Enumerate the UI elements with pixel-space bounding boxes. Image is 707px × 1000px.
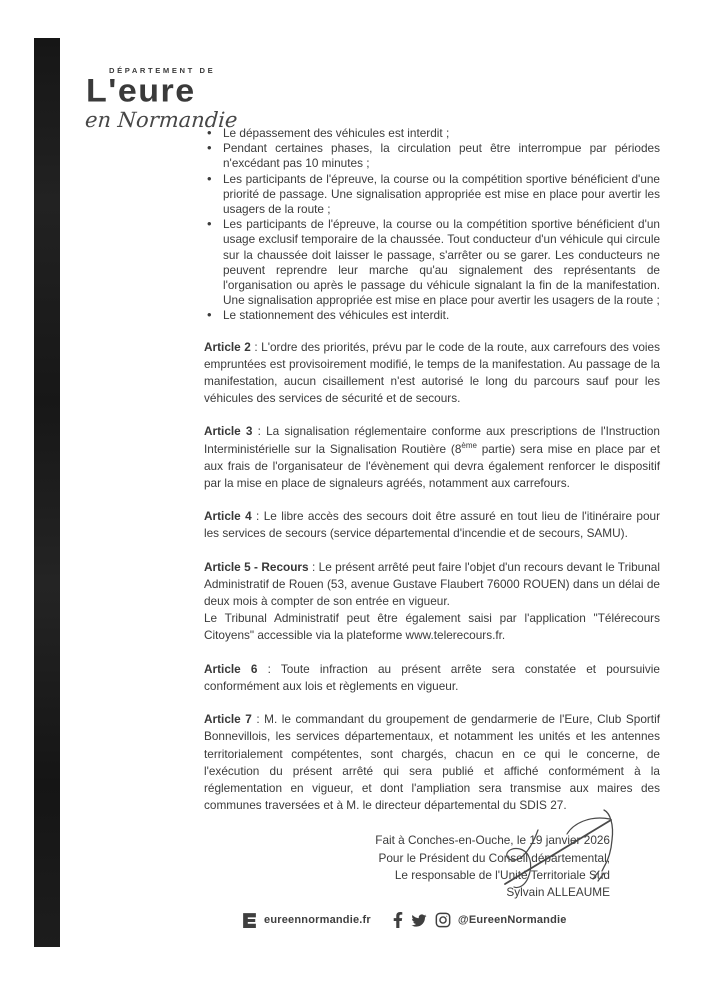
footer-website: eureennormandie.fr <box>264 914 371 926</box>
article-3-text: La signalisation réglementaire conforme aux prescriptions de l'Instruction Interministérielle sur la Signalisation Routière (8 <box>204 424 660 456</box>
article-7 <box>204 711 660 814</box>
article-2-label: Article 2 <box>204 339 251 354</box>
left-black-bar <box>34 38 60 947</box>
footer-social-bar <box>242 908 567 932</box>
twitter-icon <box>410 913 428 928</box>
signatory-name: Sylvain ALLEAUME <box>506 884 610 899</box>
eure-department-logo <box>86 66 276 132</box>
article-3-label: Article 3 <box>204 424 253 439</box>
logo-department-line: DÉPARTEMENT DE <box>109 66 216 75</box>
article-5-text: Le présent arrêté peut faire l'objet d'un recours devant le Tribunal Administratif de Rouen (53, avenue Gustave Flaubert 76000 ROUEN) dans un délai de deux mois à compter de son entrée en vigueur. <box>204 559 660 609</box>
logo-name: L'eure <box>86 73 196 110</box>
signature-authority-line: Pour le Président du Conseil départemental, <box>378 850 610 865</box>
article-separator: : <box>251 712 265 727</box>
article-separator: : <box>257 661 281 676</box>
article-7-label: Article 7 <box>204 712 252 727</box>
article-separator: : <box>251 509 264 524</box>
article-4-label: Article 4 <box>204 509 252 524</box>
bullet-item: • Pendant certaines phases, la circulation peut être interrompue par périodes n'excédant pas 10 minutes ; <box>204 141 660 171</box>
article-separator: : <box>308 559 319 574</box>
article-2-text: L'ordre des priorités, prévu par le code de la route, aux carrefours des voies empruntées est provisoirement modifié, le temps de la manifestation. Au passage de la manifestation, aucun cisaillement n'est autorisé le long du parcours sauf pour les véhicules des services de sécurité et de secours. <box>204 339 660 406</box>
signature-place-date: Fait à Conches-en-Ouche, le 19 janvier 2026 <box>375 833 610 848</box>
article-4-text: Le libre accès des secours doit être assuré en tout lieu de l'itinéraire pour les services de secours (service départemental d'incendie et de secours, SAMU). <box>204 509 660 541</box>
document-body <box>204 126 660 901</box>
bullet-item: • Les participants de l'épreuve, la course ou la compétition sportive bénéficient d'un usage exclusif temporaire de la chaussée. Tout conducteur d'un véhicule qui circule sur la chaussée doit laisser le passage, s'arrêter ou se garer. Les conducteurs ne peuvent reprendre leur marche qu'au signalement des représentants de l'organisation ou après le passage du véhicule signalant la fin de la manifestation. Une signalisation appropriée est mise en place pour avertir les usagers de la route ; <box>204 217 660 308</box>
regulation-bullet-list <box>204 126 660 324</box>
article-5 <box>204 559 660 645</box>
article-6-text: Toute infraction au présent arrête sera constatée et poursuivie conformément aux lois et règlements en vigueur. <box>204 661 660 693</box>
article-3 <box>204 423 660 492</box>
bullet-item: • Le dépassement des véhicules est interdit ; <box>204 126 660 141</box>
bullet-item: • Les participants de l'épreuve, la course ou la compétition sportive bénéficient d'une priorité de passage. Une signalisation appropriée est mise en place pour avertir les usagers de la route ; <box>204 172 660 218</box>
signature-role-line: Le responsable de l'Unité Territoriale Sud <box>394 867 610 882</box>
article-6 <box>204 661 660 695</box>
article-separator: : <box>252 424 267 439</box>
bullet-item: • Le stationnement des véhicules est interdit. <box>204 308 660 323</box>
instagram-icon <box>435 912 451 928</box>
article-7-text: M. le commandant du groupement de gendarmerie de l'Eure, Club Sportif Bonnevillois, les services départementaux, et notamment les unités et les antennes territorialement compétentes, sont chargés, chacun en ce qui le concerne, de l'exécution du présent arrêté qui sera publié et affiché conformément à la réglementation en vigueur, et dont l'ampliation sera transmise aux maires des communes traversées et à M. le directeur départemental du SDIS 27. <box>204 712 660 813</box>
article-2 <box>204 339 660 408</box>
article-6-label: Article 6 <box>204 661 258 676</box>
facebook-icon <box>393 912 403 928</box>
eure-logo-icon <box>242 912 257 929</box>
footer-social-handle: @EureenNormandie <box>457 914 567 926</box>
article-5-text-continued: Le Tribunal Administratif peut être également saisi par l'application "Télérecours Citoyens" accessible via la plateforme www.telerecours.fr. <box>204 611 660 643</box>
handwritten-signature <box>483 800 638 915</box>
article-separator: : <box>250 339 262 354</box>
article-3-text-continued: partie) sera mise en place par et aux frais de l'organisateur de l'évènement qui devra également renforcer le dispositif par la mise en place de signaleurs agréés, notamment aux carrefours. <box>204 441 660 491</box>
article-5-label: Article 5 - Recours <box>204 559 309 574</box>
logo-region-line: en Normandie <box>84 108 239 133</box>
article-3-superscript: ème <box>461 440 477 450</box>
article-4 <box>204 508 660 542</box>
